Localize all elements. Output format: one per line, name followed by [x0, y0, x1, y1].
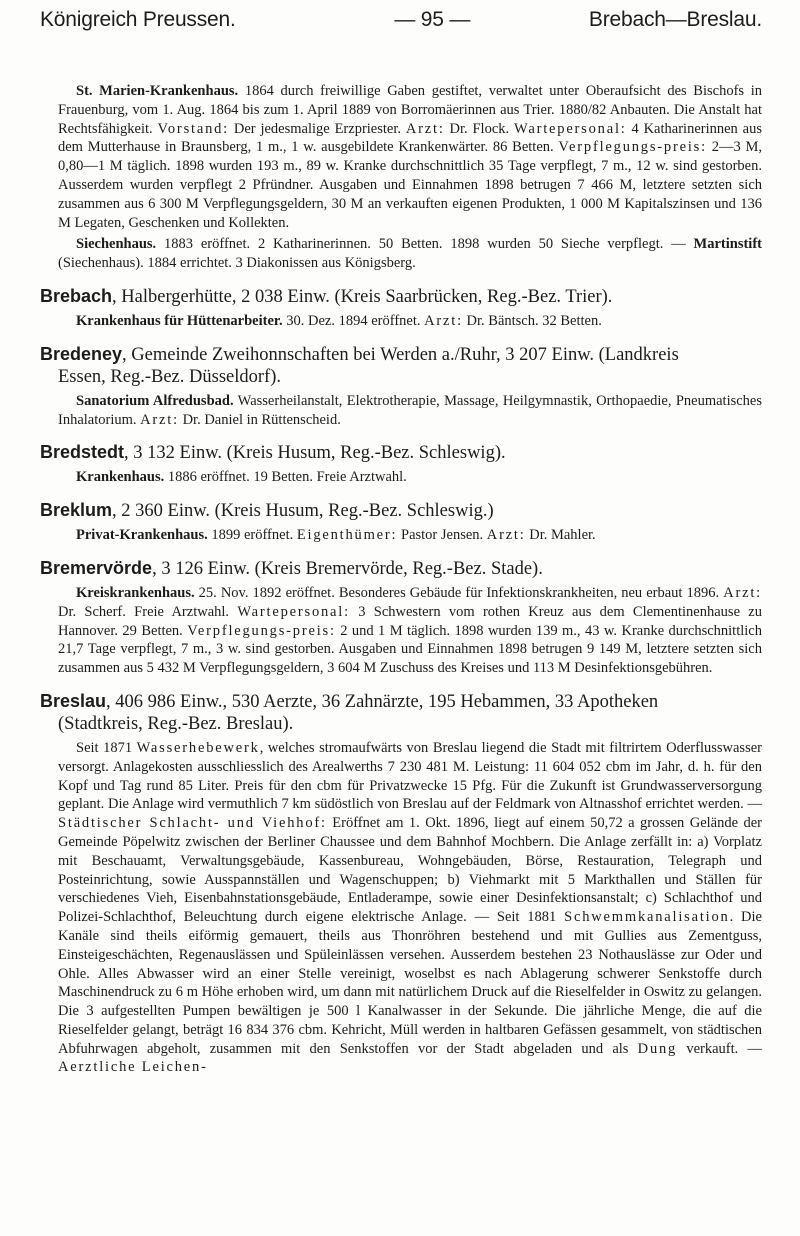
- siechenhaus-title: Siechenhaus.: [76, 236, 157, 253]
- place-heading-brebach: Brebach, Halbergerhütte, 2 038 Einw. (Kreis Saarbrücken, Reg.-Bez. Trier).: [40, 285, 613, 307]
- header-range: Brebach—Breslau.: [588, 8, 762, 31]
- martinstift-title: Martinstift: [693, 236, 762, 253]
- place-heading-breslau: Breslau, 406 986 Einw., 530 Aerzte, 36 Zahnärzte, 195 Hebammen, 33 Apotheken (Stadtkreis, Reg.-Bez. Breslau).: [40, 690, 659, 734]
- place-heading-bremervoerde: Bremervörde, 3 126 Einw. (Kreis Bremervörde, Reg.-Bez. Stade).: [40, 557, 543, 579]
- marien-krankenhaus-paragraph: St. Marien-Krankenhaus. 1864 durch freiwillige Gaben gestiftet, verwaltet unter Oberaufsicht des Bischofs in Frauenburg, vom 1. Aug. 1864 bis zum 1. April 1889 von Borromäerinnen aus Trier. 1880/82 Anbauten. Die Anstalt hat Rechtsfähigkeit. Vorstand: Der jedesmalige Erzpriester. Arzt: Dr. Flock. Wartepersonal: 4 Katharinerinnen aus dem Mutterhause in Braunsberg, 1 m., 1 w. ausgebildete Krankenwärter. 86 Betten. Verpflegungs-preis: 2—3 M, 0,80—1 M täglich. 1898 wurden 193 m., 89 w. Kranke durchschnittlich 35 Tage verpflegt, 7 m., 12 w. sind gestorben. Ausserdem wurden verpflegt 2 Pfründner. Ausgaben und Einnahmen 1898 betrugen 7 466 M, letztere setzten sich zusammen aus 6 300 M Verpflegungsgeldern, 30 M an verkauften eigenen Produkten, 1 000 M Kapitalszinsen und 136 M Legaten, Geschenken und Kollekten.: [58, 83, 762, 231]
- marien-krankenhaus-title: St. Marien-Krankenhaus.: [76, 83, 239, 99]
- bredeney-paragraph: Sanatorium Alfredusbad. Wasserheilanstalt, Elektrotherapie, Massage, Heilgymnastik, Orthopaedie, Pneumatisches Inhalatorium. Arzt: Dr. Daniel in Rüttenscheid.: [58, 392, 763, 428]
- place-heading-bredstedt: Bredstedt, 3 132 Einw. (Kreis Husum, Reg.-Bez. Schleswig).: [40, 442, 506, 464]
- page-body: [40, 40, 762, 1077]
- brebach-paragraph: Krankenhaus für Hüttenarbeiter. 30. Dez. 1894 eröffnet. Arzt: Dr. Bäntsch. 32 Betten.: [76, 312, 602, 329]
- breslau-paragraph: Seit 1871 Wasserhebewerk, welches stromaufwärts von Breslau liegend die Stadt mit filtrirtem Oderflusswasser versorgt. Anlagekosten ausschliesslich des Arealwerths 7 230 481 M. Leistung: 11 604 052 cbm im Jahr, d. h. für den Kopf und Tag rund 85 Liter. Preis für den cbm für Privatzwecke 15 Pfg. Für die Zukunft ist Grundwasserversorgung geplant. Die Anlage wird vermuthlich 7 km südöstlich von Breslau auf der Feldmark von Altnasshof errichtet werden. — Städtischer Schlacht- und Viehhof: Eröffnet am 1. Okt. 1896, liegt auf einem 50,72 a grossen Gelände der Gemeinde Pöpelwitz zwischen der Berliner Chaussee und dem Bahnhof Mochbern. Die Anlage zerfällt in: a) Vorplatz mit Beschauamt, Verwaltungsgebäude, Kassenbureau, Wohngebäuden, Börse, Restauration, Telegraph und Posteinrichtung, sowie Ausspannställen und Wagenschuppen; b) Viehmarkt mit 5 Markthallen und Ställen für verschiedenes Vieh, Eisenbahnstationsgebäude, Entladerampe, sowie einer Desinfektionsanstalt; c) Schlachthof und Polizei-Schlachthof, Beleuchtung durch eigene elektrische Anlage. — Seit 1881 Schwemmkanalisation. Die Kanäle sind theils eiförmig gemauert, theils aus Thonröhren bestehend und mit Gullies aus Zementguss, Einsteigeschächten, Regenauslässen und Spüleinlässen versehen. Ausserdem bestehen 23 Nothauslässe zur Oder und Ohle. Alles Abwasser wird an einer Stelle vereinigt, woselbst es nach Ablagerung schwerer Senkstoffe durch Maschinendruck zu 6 m Höhe erhoben wird, um dann mit natürlichem Druck auf die Rieselfelder in Oswitz zu gelangen. Die 3 aufgestellten Pumpen bewältigen je 500 l Kanalwasser in der Sekunde. Die jährliche Menge, die auf die Rieselfelder gelangt, beträgt 16 834 376 cbm. Kehricht, Müll werden in haltbaren Gefässen gesammelt, von städtischen Abfuhrwagen abgeholt, zusammen mit den Senkstoffen vor der Stadt abgeladen und als Dung verkauft. — Aerztliche Leichen-: [58, 739, 762, 1076]
- bredstedt-paragraph: Krankenhaus. 1886 eröffnet. 19 Betten. Freie Arztwahl.: [76, 469, 407, 486]
- siechenhaus-paragraph: Siechenhaus. 1883 eröffnet. 2 Katharinerinnen. 50 Betten. 1898 wurden 50 Sieche verpflegt. — Martinstift (Siechenhaus). 1884 errichtet. 3 Diakonissen aus Königsberg.: [58, 236, 762, 272]
- place-heading-breklum: Breklum, 2 360 Einw. (Kreis Husum, Reg.-Bez. Schleswig.): [40, 500, 494, 522]
- breklum-paragraph: Privat-Krankenhaus. 1899 eröffnet. Eigenthümer: Pastor Jensen. Arzt: Dr. Mahler.: [76, 527, 596, 544]
- place-heading-bredeney: Bredeney, Gemeinde Zweihonnschaften bei Werden a./Ruhr, 3 207 Einw. (Landkreis Essen, Reg.-Bez. Düsseldorf).: [40, 343, 679, 387]
- header-region: Königreich Preussen.: [40, 8, 236, 31]
- page-number: — 95 —: [394, 8, 471, 31]
- bremervoerde-paragraph: Kreiskrankenhaus. 25. Nov. 1892 eröffnet. Besonderes Gebäude für Infektionskrankheiten, neu erbaut 1896. Arzt: Dr. Scherf. Freie Arztwahl. Wartepersonal: 3 Schwestern vom rothen Kreuz aus dem Clementinenhause zu Hannover. 29 Betten. Verpflegungs-preis: 2 und 1 M täglich. 1898 wurden 139 m., 43 w. Kranke durchschnittlich 21,7 Tage verpflegt, 7 m., 3 w. sind gestorben. Ausgaben und Einnahmen 1898 betrugen 9 149 M, letztere setzten sich zusammen aus 5 432 M Verpflegungsgeldern, 3 604 M Zuschuss des Kreises und 113 M Desinfektionsgebühren.: [58, 584, 762, 677]
- running-header: [40, 0, 762, 40]
